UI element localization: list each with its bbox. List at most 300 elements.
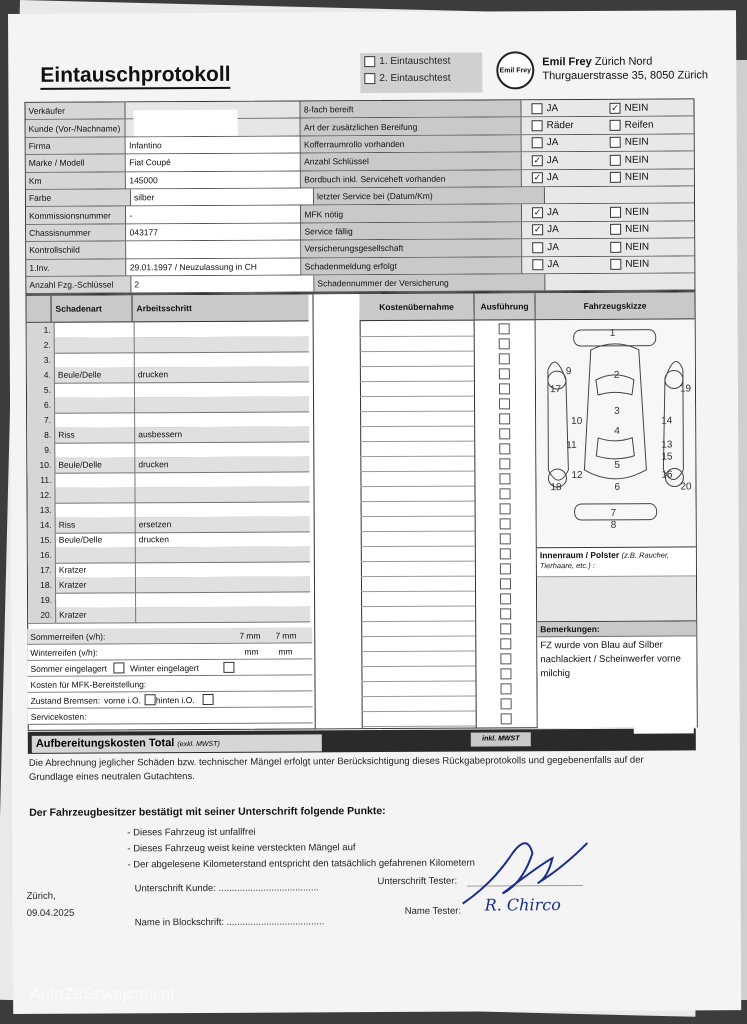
left-side-shape	[548, 362, 569, 480]
execution-checkbox[interactable]	[500, 533, 511, 544]
summer-rear-value[interactable]: 7	[275, 630, 281, 641]
answer-option-label: NEIN	[624, 137, 649, 149]
work-step[interactable]: ersetzen	[138, 519, 172, 530]
execution-checkbox[interactable]	[500, 608, 511, 619]
damage-type[interactable]	[55, 412, 135, 427]
winter-stored-checkbox[interactable]	[223, 662, 234, 673]
zone-number: 1	[609, 327, 616, 339]
cost-cell[interactable]	[361, 606, 475, 622]
answer-option-label: NEIN	[625, 206, 649, 218]
zone-number: 20	[680, 481, 692, 493]
row-number: 8.	[27, 428, 55, 443]
answer-option[interactable]	[531, 103, 605, 114]
execution-checkbox[interactable]	[499, 473, 510, 484]
answer-option-label: Reifen	[624, 119, 654, 131]
zone-number: 5	[614, 459, 620, 471]
test-option-label: 2. Eintauschtest	[379, 72, 451, 85]
cost-cell[interactable]	[360, 366, 474, 382]
company-logo	[496, 51, 534, 89]
interior-label: Innenraum / Polster	[539, 549, 620, 561]
brakes-front-checkbox[interactable]	[145, 694, 156, 705]
summer-front-value[interactable]: 7	[239, 630, 245, 641]
cost-cell[interactable]	[361, 681, 475, 697]
question-label: letzter Service bei (Datum/Km)	[314, 187, 545, 205]
zone-labels	[550, 327, 693, 531]
row-number: 4.	[27, 368, 55, 383]
damage-table-header	[26, 294, 308, 322]
damage-type[interactable]	[55, 487, 135, 502]
damage-type[interactable]	[56, 547, 136, 562]
cost-cell[interactable]	[360, 381, 474, 397]
test-option-2[interactable]	[360, 70, 482, 88]
cost-cell[interactable]	[361, 561, 475, 577]
checkbox[interactable]	[532, 259, 543, 270]
checkbox[interactable]	[610, 242, 621, 253]
cost-cell[interactable]	[360, 351, 474, 367]
mm-unit: mm	[282, 629, 297, 641]
answer-option[interactable]	[532, 137, 606, 148]
field-label: Anzahl Fzg.-Schlüssel	[26, 276, 131, 293]
confirmation-point: - Dieses Fahrzeug ist unfallfrei	[127, 826, 256, 839]
execution-checkbox[interactable]	[500, 638, 511, 649]
work-step[interactable]	[136, 576, 310, 592]
company-info	[542, 54, 708, 83]
damage-type[interactable]	[56, 592, 136, 607]
damage-type[interactable]: Riss	[55, 427, 135, 442]
execution-checkbox[interactable]	[501, 683, 512, 694]
checkbox[interactable]	[610, 224, 621, 235]
mfk-costs-label: Kosten für MFK-Bereitstellung:	[30, 678, 147, 690]
cost-cell[interactable]	[360, 471, 474, 487]
row-number: 13.	[28, 503, 56, 518]
field-label: Kunde (Vor-/Nachname)	[26, 120, 127, 137]
vehicle-sketch-panel	[535, 292, 696, 727]
answer-option[interactable]	[532, 120, 606, 131]
winter-tires-row	[27, 643, 312, 660]
question-label: Versicherungsgesellschaft	[302, 239, 523, 257]
remarks-label: Bemerkungen:	[537, 621, 696, 637]
row-number: 17.	[28, 563, 56, 578]
checkbox[interactable]	[532, 242, 543, 253]
answer-option[interactable]	[610, 172, 684, 183]
row-number: 6.	[27, 398, 55, 413]
answer-option[interactable]	[532, 242, 606, 253]
test-option-label: 1. Eintauschtest	[379, 55, 451, 68]
field-value[interactable]: 29.01.1997 / Neuzulassung in CH	[127, 258, 302, 275]
zone-number: 18	[550, 482, 562, 494]
damage-type[interactable]: Kratzer	[56, 607, 136, 622]
service-costs-row	[28, 707, 313, 724]
interior-blank-area[interactable]	[537, 575, 696, 621]
answer-option-label: JA	[546, 102, 559, 114]
work-step[interactable]: ausbessern	[138, 429, 183, 440]
answer-option-label: NEIN	[625, 258, 650, 270]
cost-cell[interactable]	[361, 651, 475, 667]
damage-type[interactable]	[56, 502, 136, 517]
document-page	[8, 10, 741, 1014]
field-value[interactable]: silber	[131, 188, 314, 205]
damage-type[interactable]: Beule/Delle	[55, 367, 135, 382]
checkbox[interactable]	[532, 138, 543, 149]
question-label: Service fällig	[301, 222, 522, 240]
row-number: 18.	[28, 578, 56, 593]
damage-type[interactable]	[55, 322, 135, 337]
checkbox[interactable]	[364, 56, 375, 67]
work-step[interactable]	[136, 591, 310, 607]
zone-number: 4	[614, 425, 620, 437]
execution-checkbox[interactable]	[499, 488, 510, 499]
answer-options	[522, 152, 694, 169]
answer-option[interactable]	[532, 207, 606, 218]
damage-type[interactable]: Riss	[56, 517, 136, 532]
execution-checkbox[interactable]	[500, 593, 511, 604]
execution-checkbox[interactable]	[500, 518, 511, 529]
work-step[interactable]: drucken	[138, 459, 169, 470]
interior-note: (z.B. Raucher, Tierhaare, etc.) :	[539, 550, 670, 571]
answer-options	[545, 186, 694, 203]
company-name-rest: Zürich Nord	[594, 55, 653, 68]
place-date	[27, 888, 75, 922]
damage-type[interactable]: Beule/Delle	[55, 457, 135, 472]
row-number: 19.	[28, 593, 56, 608]
checkbox[interactable]: ✓	[611, 102, 619, 113]
execution-checkbox[interactable]	[499, 338, 510, 349]
remarks-text: FZ wurde von Blau auf Silber nachlackiert / Scheinwerfer vorne milchig	[540, 639, 681, 680]
zone-number: 9	[565, 366, 572, 378]
date: 09.04.2025	[26, 907, 75, 919]
cost-cell[interactable]	[360, 426, 474, 442]
execution-checkbox[interactable]	[500, 653, 511, 664]
answer-options	[522, 204, 694, 221]
cost-cell[interactable]	[362, 711, 476, 727]
execution-checkbox[interactable]	[499, 353, 510, 364]
cost-cell[interactable]	[360, 411, 474, 427]
execution-checkbox[interactable]	[501, 713, 512, 724]
field-value[interactable]: 2	[131, 275, 314, 292]
page-title: Eintauschprotokoll	[40, 63, 230, 90]
mm-unit: mm	[246, 630, 261, 641]
row-number: 2.	[27, 338, 55, 353]
header-schadenart: Schadenart	[51, 295, 132, 321]
damage-type[interactable]	[55, 442, 135, 457]
tester-signature-label: Unterschrift Tester:	[377, 875, 458, 888]
answer-option[interactable]	[610, 241, 684, 252]
field-value[interactable]: -	[126, 206, 301, 223]
company-name-bold: Emil Frey	[542, 55, 592, 69]
work-step[interactable]	[135, 486, 309, 502]
answer-options	[522, 117, 694, 134]
execution-checkbox[interactable]	[500, 578, 511, 589]
header-arbeitsschritt: Arbeitsschritt	[136, 303, 192, 314]
confirmation-point: - Der abgelesene Kilometerstand entspricht den tatsächlich gefahrenen Kilometern	[127, 857, 475, 871]
summary-section	[27, 627, 312, 724]
mm-unit: mm	[244, 646, 259, 657]
answer-option-label: Räder	[546, 120, 574, 132]
row-number: 11.	[27, 473, 55, 488]
answer-option-label: JA	[546, 154, 559, 167]
work-step[interactable]	[135, 471, 309, 487]
tester-signature-scribble	[452, 823, 592, 914]
field-value[interactable]	[127, 241, 302, 258]
summer-stored-label: Sommer eingelagert	[30, 662, 107, 674]
total-note: (exkl. MWST)	[177, 740, 220, 749]
work-step[interactable]: drucken	[138, 534, 170, 545]
test-selector	[360, 53, 482, 94]
work-step[interactable]	[136, 546, 310, 562]
zone-number: 16	[661, 469, 673, 481]
execution-checkbox[interactable]	[499, 398, 510, 409]
answer-option[interactable]	[532, 172, 606, 183]
customer-signature-line[interactable]: Unterschrift Kunde: ......................................	[134, 882, 319, 895]
cost-cell[interactable]	[361, 501, 475, 517]
row-number: 3.	[27, 353, 55, 368]
total-label-text: Aufbereitungskosten Total	[35, 737, 175, 750]
cost-cell[interactable]	[361, 636, 475, 652]
cost-cell[interactable]	[362, 696, 476, 712]
answer-option[interactable]	[610, 137, 684, 148]
field-label: Firma	[26, 137, 127, 154]
total-label	[32, 734, 322, 753]
execution-checkbox[interactable]	[500, 623, 511, 634]
checkbox[interactable]: ✓	[533, 172, 542, 183]
execution-checkbox[interactable]	[500, 563, 511, 574]
test-option-1[interactable]	[360, 53, 482, 71]
row-number: 12.	[27, 488, 55, 503]
work-step[interactable]	[136, 606, 310, 622]
answer-option[interactable]	[609, 102, 683, 113]
brakes-front-label: vorne i.O.	[104, 694, 141, 706]
company-address: Thurgauerstrasse 35, 8050 Zürich	[542, 69, 709, 83]
cost-cell[interactable]	[361, 666, 475, 682]
execution-checkbox[interactable]	[499, 323, 510, 334]
answer-option-label: JA	[547, 259, 560, 271]
execution-checkbox[interactable]	[499, 368, 510, 379]
cost-cell[interactable]	[361, 576, 475, 592]
row-number: 9.	[27, 443, 55, 458]
cost-cell[interactable]	[360, 456, 474, 472]
field-label: Kontrollschild	[26, 242, 127, 259]
checkbox[interactable]: ✓	[533, 155, 542, 166]
fine-print: Die Abrechnung jeglicher Schäden bzw. technischer Mängel erfolgt unter Berücksichtigung dieses Rückgabeprotokolls und gegebenenfalls auf der Grundlage eines neutralen Gutachtens.	[28, 754, 644, 783]
damage-type[interactable]	[55, 352, 135, 367]
remarks-section	[537, 620, 697, 728]
zone-number: 19	[679, 383, 692, 395]
place: Zürich,	[26, 890, 56, 902]
zone-number: 13	[661, 439, 673, 451]
logo-text: Emil Frey	[499, 66, 532, 74]
field-value[interactable]: Fiat Coupé	[126, 154, 301, 171]
checkbox[interactable]	[364, 73, 375, 84]
answer-options	[522, 256, 694, 273]
answer-option-label: NEIN	[624, 102, 649, 114]
field-label: Kommissionsnummer	[26, 207, 127, 224]
answer-option[interactable]	[610, 259, 684, 270]
checkbox[interactable]: ✓	[533, 224, 542, 235]
damage-type[interactable]	[55, 472, 135, 487]
work-step[interactable]	[135, 381, 309, 397]
answer-option[interactable]	[532, 224, 606, 235]
question-label: 8-fach bereift	[301, 100, 522, 118]
answer-option[interactable]	[532, 155, 606, 166]
damage-type[interactable]: Kratzer	[56, 562, 136, 577]
answer-option-label: NEIN	[625, 224, 650, 236]
checkbox[interactable]	[610, 137, 621, 148]
cost-cell[interactable]	[360, 321, 474, 337]
checkbox[interactable]	[610, 155, 621, 166]
zone-number: 2	[613, 369, 620, 381]
execution-checkbox[interactable]	[501, 698, 512, 709]
field-value[interactable]: Infantino	[126, 136, 301, 153]
header-fahrzeugskizze: Fahrzeugskizze	[535, 292, 694, 320]
question-label: Anzahl Schlüssel	[301, 152, 522, 170]
answer-option-label: JA	[546, 137, 559, 149]
answer-option-label: NEIN	[624, 154, 649, 166]
stored-row	[27, 659, 312, 676]
answer-options	[522, 239, 694, 256]
row-number: 7.	[27, 413, 55, 428]
cost-cell[interactable]	[360, 396, 474, 412]
execution-checkbox[interactable]	[499, 413, 510, 424]
execution-checkbox[interactable]	[499, 428, 510, 439]
checkbox[interactable]	[610, 120, 621, 131]
work-step[interactable]	[135, 441, 309, 457]
cost-cell[interactable]	[360, 441, 474, 457]
winter-stored-label: Winter eingelagert	[129, 662, 199, 673]
answer-options	[522, 134, 694, 151]
tester-name-label: Name Tester:	[404, 905, 462, 917]
answer-option[interactable]	[532, 259, 606, 270]
zone-number: 17	[549, 384, 562, 396]
zone-number: 8	[610, 519, 617, 531]
redacted-column	[312, 294, 362, 728]
damage-type[interactable]	[55, 382, 135, 397]
work-step[interactable]	[135, 396, 309, 412]
rear-window-shape	[596, 438, 634, 459]
zone-number: 6	[614, 481, 621, 493]
cost-cell[interactable]	[361, 546, 475, 562]
work-step[interactable]	[136, 561, 310, 577]
answer-options	[521, 99, 693, 116]
answer-option-label: JA	[547, 207, 559, 219]
answer-option-label: NEIN	[625, 241, 650, 253]
brakes-rear-checkbox[interactable]	[203, 694, 214, 705]
brakes-row	[28, 691, 313, 708]
interior-section	[537, 546, 696, 576]
block-name-line[interactable]: Name in Blockschrift: .....................................	[134, 916, 325, 929]
checkbox[interactable]: ✓	[533, 207, 542, 218]
zone-number: 11	[566, 440, 577, 452]
answer-option-label: JA	[547, 224, 559, 236]
cost-column	[359, 294, 476, 729]
cost-cell[interactable]	[361, 531, 475, 547]
execution-column	[474, 293, 537, 727]
damage-type[interactable]: Kratzer	[56, 577, 136, 592]
execution-checkbox[interactable]	[500, 668, 511, 679]
answer-option[interactable]	[610, 120, 684, 131]
work-step[interactable]	[135, 411, 309, 427]
summer-tires-row	[27, 627, 312, 644]
execution-checkbox[interactable]	[500, 503, 511, 514]
header-kostenuebernahme: Kostenübernahme	[359, 294, 473, 322]
zone-number: 7	[610, 507, 617, 519]
answer-option[interactable]	[610, 224, 684, 235]
work-step[interactable]	[135, 351, 309, 367]
execution-checkbox[interactable]	[499, 443, 510, 454]
answer-option[interactable]	[610, 206, 684, 217]
field-label: Km	[26, 172, 127, 189]
field-label: Chassisnummer	[26, 224, 127, 241]
cost-cell[interactable]	[361, 516, 475, 532]
damage-type[interactable]	[55, 337, 135, 352]
vehicle-info-grid	[24, 98, 695, 295]
summer-stored-checkbox[interactable]	[113, 662, 124, 673]
field-label: 1.Inv.	[26, 259, 127, 276]
field-label: Verkäufer	[25, 102, 126, 119]
zone-number: 3	[614, 405, 620, 417]
field-value[interactable]: 043177	[127, 223, 302, 240]
execution-checkbox[interactable]	[499, 458, 510, 469]
execution-checkbox[interactable]	[499, 383, 510, 394]
zone-number: 15	[661, 451, 673, 463]
header-number-cell	[26, 296, 51, 322]
owner-confirmation-heading: Der Fahrzeugbesitzer bestätigt mit seiner Unterschrift folgende Punkte:	[29, 805, 386, 819]
row-number: 16.	[28, 548, 56, 563]
cost-cell[interactable]	[360, 486, 474, 502]
work-step[interactable]: drucken	[137, 369, 169, 380]
cost-cell[interactable]	[361, 591, 475, 607]
brakes-label: Zustand Bremsen:	[30, 695, 101, 706]
answer-options	[522, 221, 694, 238]
question-label: Schadennummer der Versicherung	[314, 274, 545, 292]
zone-number: 12	[571, 469, 583, 482]
question-label: Kofferraumrollo vorhanden	[301, 135, 522, 153]
customer-name-redacted	[134, 110, 238, 137]
work-step[interactable]	[135, 336, 309, 352]
inkl-mwst-label: inkl. MWST	[471, 732, 531, 746]
row-number: 20.	[28, 608, 56, 623]
row-number: 1.	[27, 323, 55, 338]
mm-unit: mm	[278, 646, 293, 657]
field-label: Marke / Modell	[26, 155, 127, 172]
row-number: 15.	[28, 533, 56, 548]
checkbox[interactable]	[610, 207, 621, 218]
damage-type[interactable]: Beule/Delle	[56, 532, 136, 547]
brakes-rear-label: hinten i.O.	[155, 694, 195, 705]
work-step[interactable]	[135, 321, 309, 337]
confirmation-points	[127, 824, 475, 874]
damage-type[interactable]	[55, 397, 135, 412]
zone-number: 10	[571, 415, 583, 428]
field-value[interactable]: 145000	[126, 171, 301, 188]
checkbox[interactable]	[532, 120, 543, 131]
checkbox[interactable]	[610, 259, 621, 270]
winter-tires-label: Winterreifen (v/h):	[30, 647, 98, 658]
checkbox[interactable]	[610, 172, 621, 183]
checkbox[interactable]	[531, 103, 542, 114]
execution-checkbox[interactable]	[500, 548, 511, 559]
car-diagram	[536, 319, 696, 546]
total-amount-redacted	[634, 713, 694, 733]
cost-cell[interactable]	[360, 336, 474, 352]
answer-options	[545, 273, 694, 290]
question-label: Schadenmeldung erfolgt	[302, 257, 523, 275]
cost-cell[interactable]	[361, 621, 475, 637]
answer-option[interactable]	[610, 154, 684, 165]
confirmation-point: - Dieses Fahrzeug weist keine versteckten Mängel auf	[127, 842, 356, 855]
tester-name-handwritten: R. Chirco	[484, 895, 561, 915]
work-step[interactable]	[136, 501, 310, 517]
question-label: MFK nötig	[301, 205, 522, 223]
